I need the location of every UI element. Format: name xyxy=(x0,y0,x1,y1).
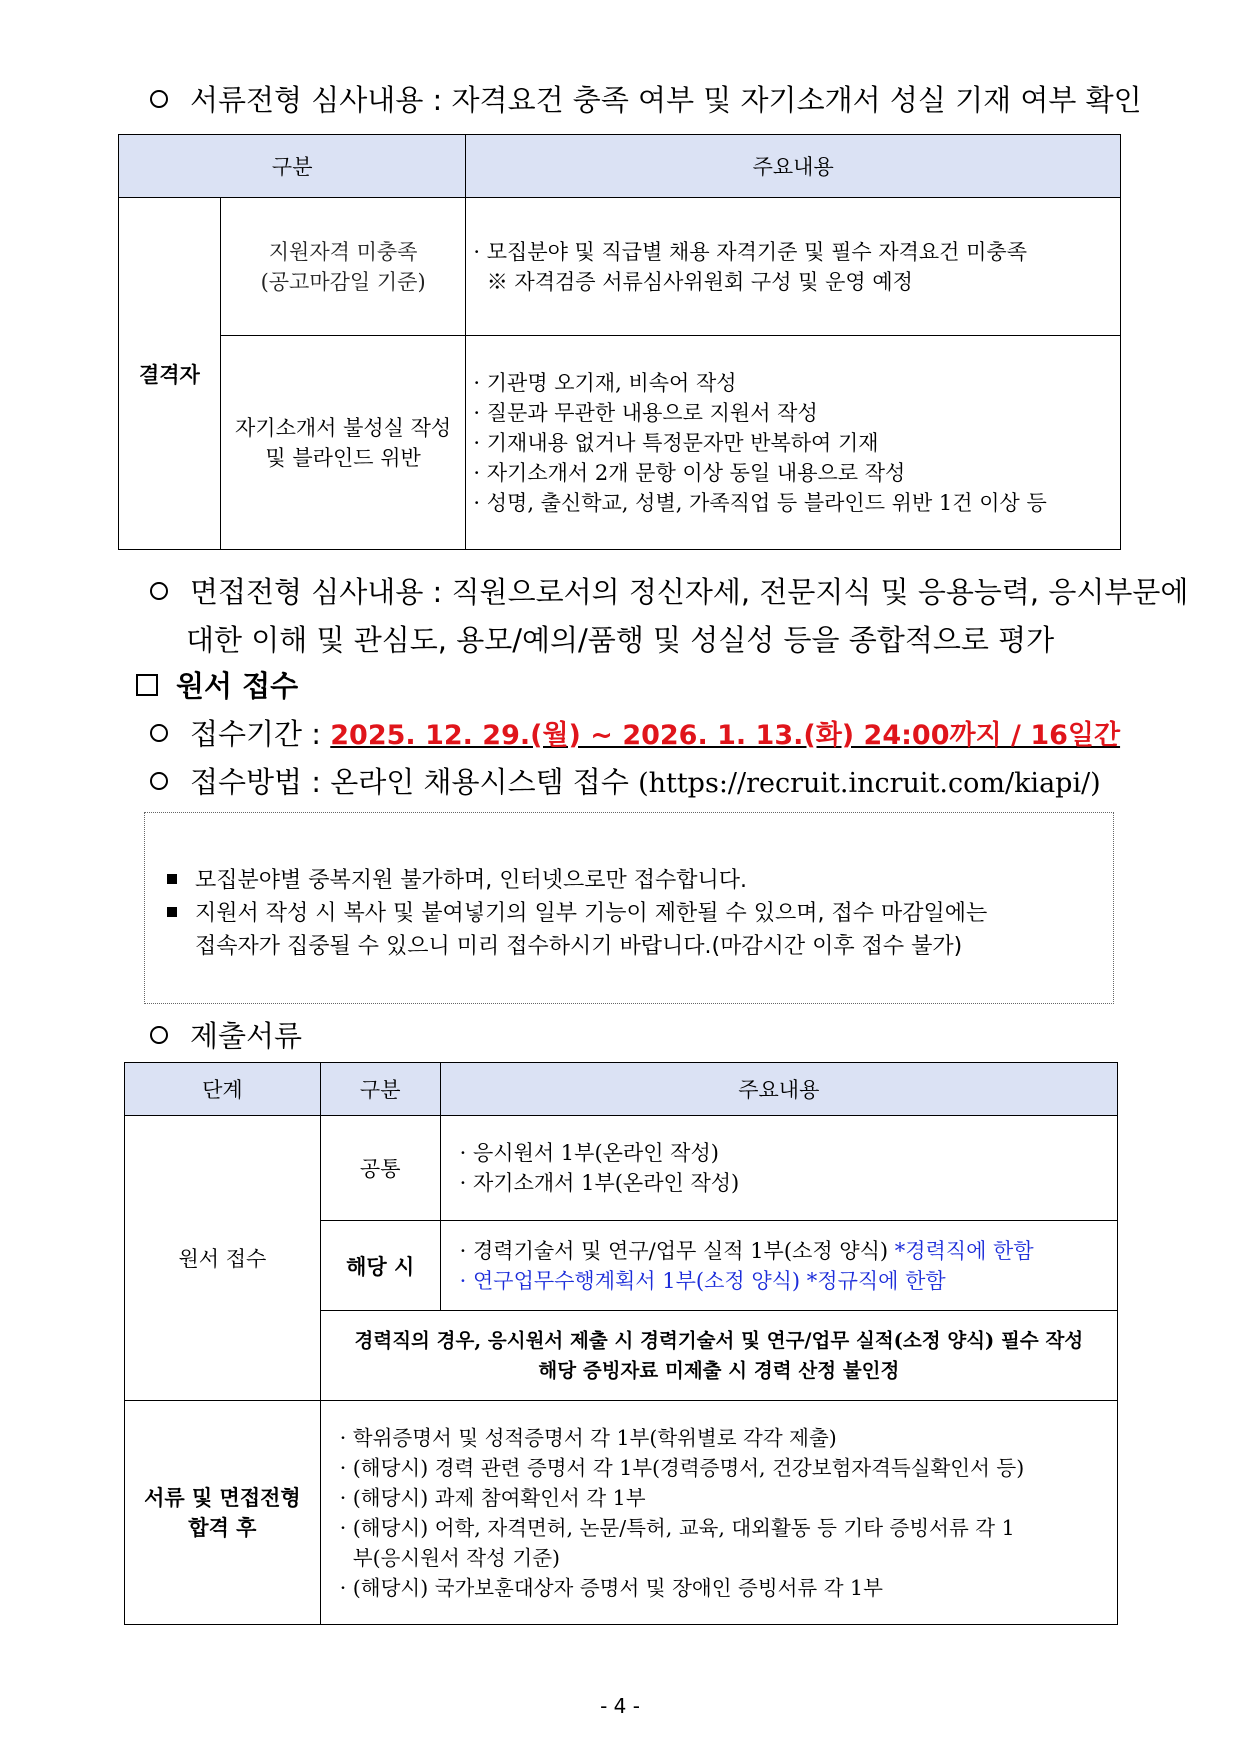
square-bullet-icon xyxy=(167,874,177,884)
career-remark: 경력직의 경우, 응시원서 제출 시 경력기술서 및 연구/업무 실적(소정 양식) 필수 작성 해당 증빙자료 미제출 시 경력 산정 불인정 xyxy=(320,1311,1117,1401)
list-item: · 학위증명서 및 성적증명서 각 1부(학위별로 각각 제출) xyxy=(339,1425,837,1450)
header-category: 구분 xyxy=(119,135,466,198)
notice-box xyxy=(144,812,1114,1004)
row2-content xyxy=(466,336,1121,550)
applicable-label: 해당 시 xyxy=(320,1221,440,1311)
list-item: · (해당시) 국가보훈대상자 증명서 및 장애인 증빙서류 각 1부 xyxy=(339,1575,883,1600)
application-method: 접수방법 : 온라인 채용시스템 접수 (https://recruit.incruit.com/kiapi/) xyxy=(150,760,1101,801)
notice-item: 지원서 작성 시 복사 및 붙여넣기의 일부 기능이 제한될 수 있으며, 접수 마감일에는 xyxy=(167,896,987,927)
header-content: 주요내용 xyxy=(440,1063,1117,1116)
list-item: · 경력기술서 및 연구/업무 실적 1부(소정 양식) *경력직에 한함 xyxy=(459,1238,1034,1263)
list-item: 부(응시원서 작성 기준) xyxy=(339,1545,561,1570)
interview-criteria-line1: 면접전형 심사내용 : 직원으로서의 정신자세, 전문지식 및 응용능력, 응시부문에 xyxy=(150,570,1188,611)
common-label: 공통 xyxy=(320,1116,440,1221)
row1-content xyxy=(466,198,1121,336)
page-number: - 4 - xyxy=(600,1694,640,1718)
applicable-content xyxy=(440,1221,1117,1311)
after-pass-content xyxy=(320,1401,1117,1625)
application-period: 접수기간 : 2025. 12. 29.(월) ~ 2026. 1. 13.(화) 24:00까지 / 16일간 xyxy=(150,712,1120,753)
recruit-url-link[interactable]: (https://recruit.incruit.com/kiapi/) xyxy=(638,768,1101,799)
list-item: · 자기소개서 1부(온라인 작성) xyxy=(459,1171,740,1195)
circle-bullet-icon xyxy=(150,772,168,790)
period-value: 2025. 12. 29.(월) ~ 2026. 1. 13.(화) 24:00까지 / 16일간 xyxy=(330,720,1121,751)
section1-heading: 서류전형 심사내용 : 자격요건 충족 여부 및 자기소개서 성실 기재 여부 확인 xyxy=(150,78,1142,119)
list-item: · 질문과 무관한 내용으로 지원서 작성 xyxy=(473,400,818,425)
square-checkbox-icon xyxy=(136,674,158,696)
interview-criteria-line2: 대한 이해 및 관심도, 용모/예의/품행 및 성실성 등을 종합적으로 평가 xyxy=(186,623,1055,657)
stage-application: 원서 접수 xyxy=(125,1116,321,1401)
circle-bullet-icon xyxy=(150,724,168,742)
list-item: · 자기소개서 2개 문항 이상 동일 내용으로 작성 xyxy=(473,460,906,485)
list-item: · (해당시) 과제 참여확인서 각 1부 xyxy=(339,1485,646,1510)
square-bullet-icon xyxy=(167,907,177,917)
circle-bullet-icon xyxy=(150,1026,168,1044)
disqualified-label: 결격자 xyxy=(119,198,221,550)
list-item: ※ 자격검증 서류심사위원회 구성 및 운영 예정 xyxy=(473,269,913,294)
notice-item: 모집분야별 중복지원 불가하며, 인터넷으로만 접수합니다. xyxy=(167,863,747,894)
list-item: · 성명, 출신학교, 성별, 가족직업 등 블라인드 위반 1건 이상 등 xyxy=(473,490,1047,515)
list-item: · (해당시) 어학, 자격면허, 논문/특허, 교육, 대외활동 등 기타 증빙서류 각 1 xyxy=(339,1515,1015,1540)
circle-bullet-icon xyxy=(150,90,168,108)
circle-bullet-icon xyxy=(150,582,168,600)
list-item: · 연구업무수행계획서 1부(소정 양식) *정규직에 한함 xyxy=(459,1268,946,1293)
row1-category: 지원자격 미충족 (공고마감일 기준) xyxy=(220,198,466,336)
documents-table xyxy=(124,1062,1118,1625)
list-item: · 모집분야 및 직급별 채용 자격기준 및 필수 자격요건 미충족 xyxy=(473,239,1028,264)
list-item: · (해당시) 경력 관련 증명서 각 1부(경력증명서, 건강보험자격득실확인서 등) xyxy=(339,1455,1025,1480)
stage-after-pass: 서류 및 면접전형 합격 후 xyxy=(125,1401,321,1625)
screening-table xyxy=(118,134,1121,550)
list-item: · 기재내용 없거나 특정문자만 반복하여 기재 xyxy=(473,430,879,455)
application-title: 원서 접수 xyxy=(136,664,298,705)
header-stage: 단계 xyxy=(125,1063,321,1116)
header-category: 구분 xyxy=(320,1063,440,1116)
list-item: · 응시원서 1부(온라인 작성) xyxy=(459,1141,719,1165)
list-item: · 기관명 오기재, 비속어 작성 xyxy=(473,370,737,395)
common-content xyxy=(440,1116,1117,1221)
header-content: 주요내용 xyxy=(466,135,1121,198)
notice-item-continued: 접속자가 집중될 수 있으니 미리 접수하시기 바랍니다.(마감시간 이후 접수 불가) xyxy=(195,934,963,959)
documents-heading: 제출서류 xyxy=(150,1014,302,1055)
row2-category: 자기소개서 불성실 작성 및 블라인드 위반 xyxy=(220,336,466,550)
